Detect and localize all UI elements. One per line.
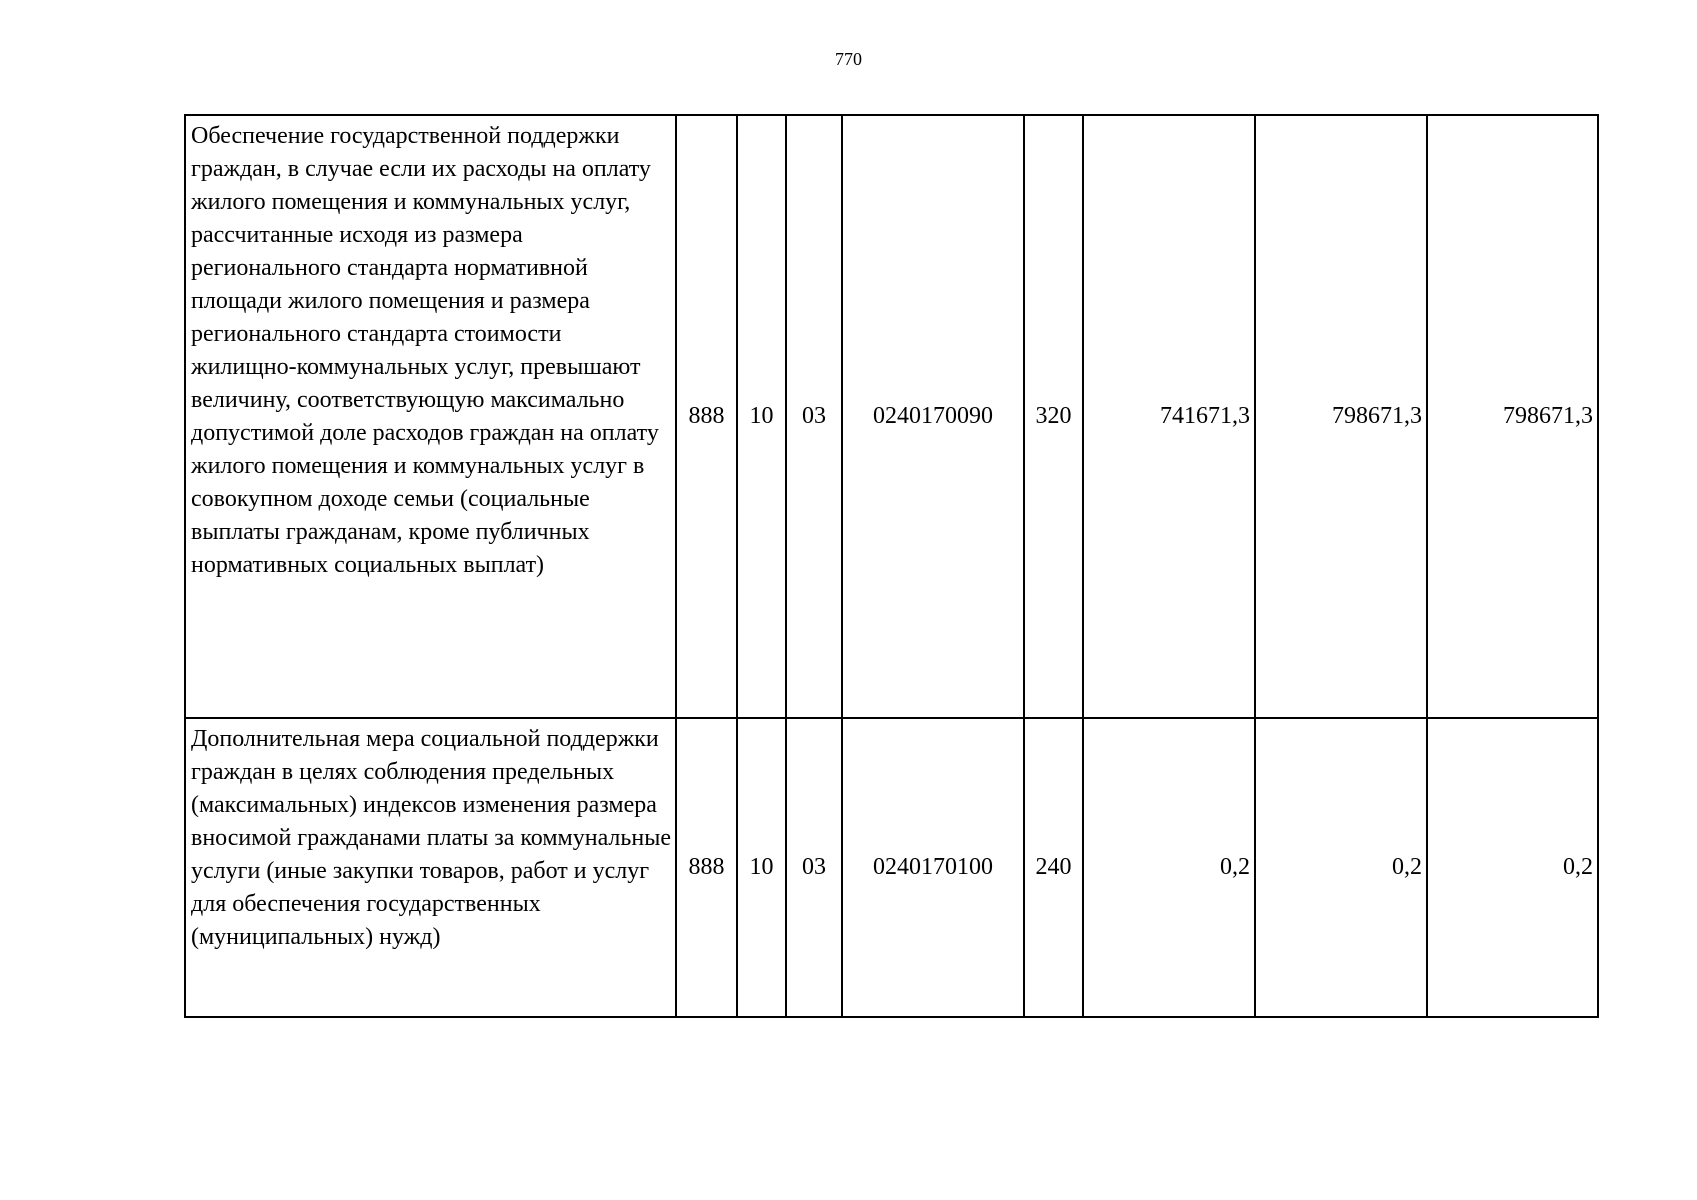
budget-table xyxy=(184,114,1599,1018)
row-description: Обеспечение государственной поддержки граждан, в случае если их расходы на оплату жилого помещения и коммунальных услуг, рассчитанные исходя из размера регионального стандарта нормативной площади жилого помещения и размера регионального стандарта стоимости жилищно-коммунальных услуг, превышают величину, соответствующую максимально допустимой доле расходов граждан на оплату жилого помещения и коммунальных услуг в совокупном доходе семьи (социальные выплаты гражданам, кроме публичных нормативных социальных выплат) xyxy=(185,115,676,718)
expense-type-code: 240 xyxy=(1024,718,1083,1017)
amount-year-2: 0,2 xyxy=(1255,718,1427,1017)
amount-year-3: 0,2 xyxy=(1427,718,1598,1017)
subsection-code: 03 xyxy=(786,115,842,718)
amount-year-3: 798671,3 xyxy=(1427,115,1598,718)
section-code: 10 xyxy=(737,718,786,1017)
amount-year-2: 798671,3 xyxy=(1255,115,1427,718)
page-number: 770 xyxy=(835,49,862,69)
target-article-code: 0240170100 xyxy=(842,718,1024,1017)
table-row xyxy=(185,115,1598,718)
expense-type-code: 320 xyxy=(1024,115,1083,718)
subsection-code: 03 xyxy=(786,718,842,1017)
row-description: Дополнительная мера социальной поддержки граждан в целях соблюдения предельных (максимальных) индексов изменения размера вносимой гражданами платы за коммунальные услуги (иные закупки товаров, работ и услуг для обеспечения государственных (муниципальных) нужд) xyxy=(185,718,676,1017)
amount-year-1: 741671,3 xyxy=(1083,115,1255,718)
amount-year-1: 0,2 xyxy=(1083,718,1255,1017)
section-code: 10 xyxy=(737,115,786,718)
ministry-code: 888 xyxy=(676,718,737,1017)
ministry-code: 888 xyxy=(676,115,737,718)
table-row xyxy=(185,718,1598,1017)
target-article-code: 0240170090 xyxy=(842,115,1024,718)
